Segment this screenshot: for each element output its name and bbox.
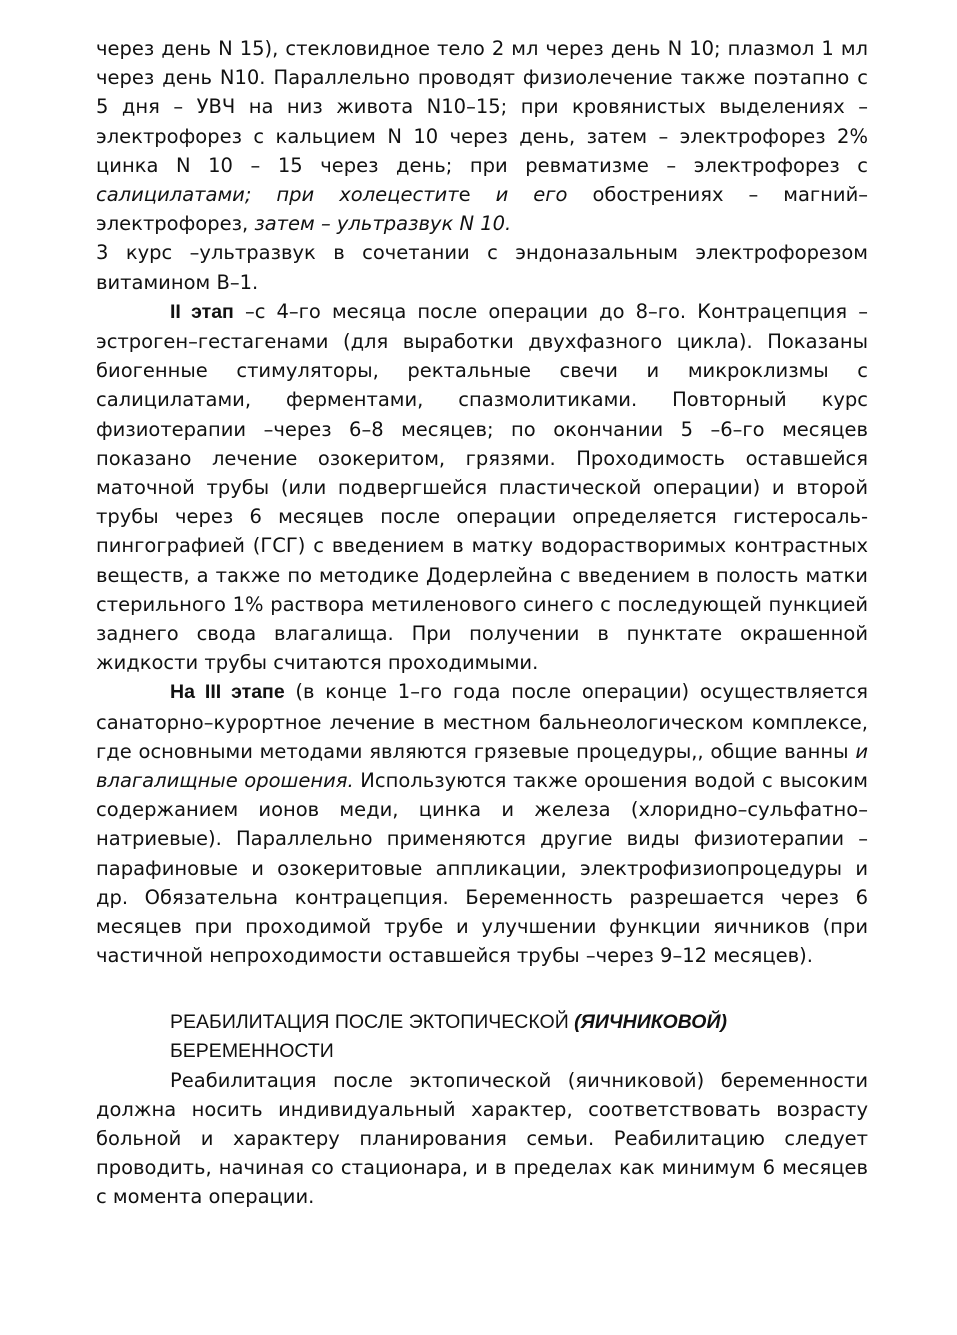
paragraph-text: Используются также орошения водой с высоким содержанием ионов меди, цинка и железа (хлоридно–сульфатно–натриевые). Параллельно применяются другие виды физиотерапии – парафиновые и озокеритовые аппликации, электрофизиопроцедуры и др. Обязательна контрацепция. Беременность разрешается через 6 месяцев при проходимой трубе и улучшении функции яичников (при частичной непроходимости оставшейся трубы –через 9–12 месяцев). bbox=[96, 769, 868, 968]
paragraph-stage-two bbox=[96, 297, 868, 678]
heading-italic-text: (ЯИЧНИКОВОЙ) bbox=[574, 1010, 727, 1033]
section-heading bbox=[96, 1008, 868, 1066]
paragraph-text: через день N 15), стекловидное тело 2 мл через день N 10; плазмол 1 мл через день N10. Параллельно проводят физиолечение также поэтапно с 5 дня – УВЧ на низ живота N10–15; при кровянистых выделениях – электрофорез с кальцием N 10 через день, затем – электрофорез 2% цинка N 10 – 15 через день; при ревматизме – электрофорез с bbox=[96, 37, 868, 177]
paragraph-physiotherapy-stage-one bbox=[96, 34, 868, 238]
heading-text: РЕАБИЛИТАЦИЯ ПОСЛЕ ЭКТОПИЧЕСКОЙ bbox=[170, 1010, 575, 1033]
italic-text: и его bbox=[495, 183, 568, 207]
italic-text: затем – ультразвук N 10. bbox=[254, 212, 512, 236]
paragraph-text: е bbox=[458, 183, 496, 207]
heading-text: БЕРЕМЕННОСТИ bbox=[170, 1039, 334, 1062]
italic-text: и влагалищные орошения. bbox=[96, 739, 868, 793]
stage-two-lead: II этап bbox=[170, 300, 234, 323]
paragraph-text: обострениях – магний– электрофорез, bbox=[96, 183, 868, 236]
stage-three-lead: На III этапе bbox=[170, 681, 285, 704]
paragraph-rehabilitation-intro: Реабилитация после эктопической (яичниковой) беременности должна носить индивидуальный характер, соответствовать возрасту больной и характеру планирования семьи. Реабилитацию следует проводить, начиная со стационара, и в пределах как минимум 6 месяцев с момента операции. bbox=[96, 1068, 868, 1209]
paragraph-third-course: 3 курс –ультразвук в сочетании с эндоназальным электрофорезом витамином В–1. bbox=[96, 241, 868, 294]
paragraph-text: –с 4–го месяца после операции до 8–го. Контрацепция – эстроген–гестагенами (для выработки двухфазного цикла). Показаны биогенные стимуляторы, ректальные свечи и микроклизмы с салицилатами, ферментами, спазмолитиками. Повторный курс физиотерапии –через 6–8 месяцев; по окончании 5 –6–го месяцев показано лечение озокеритом, грязями. Проходимость оставшейся маточной трубы (или подвергшейся пластической операции) и второй трубы через 6 месяцев после операции определяется гистеросаль-пингографией (ГСГ) с введением в матку водорастворимых контрастных веществ, а также по методике Додерлейна с введением в полость матки стерильного 1% раствора метиленового синего с последующей пункцией заднего свода влагалища. При получении в пунктате окрашенной жидкости трубы считаются проходимыми. bbox=[96, 299, 868, 675]
italic-text: салицилатами; при холецестит bbox=[96, 183, 459, 207]
document-page bbox=[96, 34, 868, 1212]
paragraph-stage-three bbox=[96, 677, 868, 970]
paragraph-text: (в конце 1–го года после операции) осуществляется санаторно–курортное лечение в местном бальнеологическом комплексе, где основными методами являются грязевые процедуры,, общие ванны bbox=[96, 680, 868, 763]
